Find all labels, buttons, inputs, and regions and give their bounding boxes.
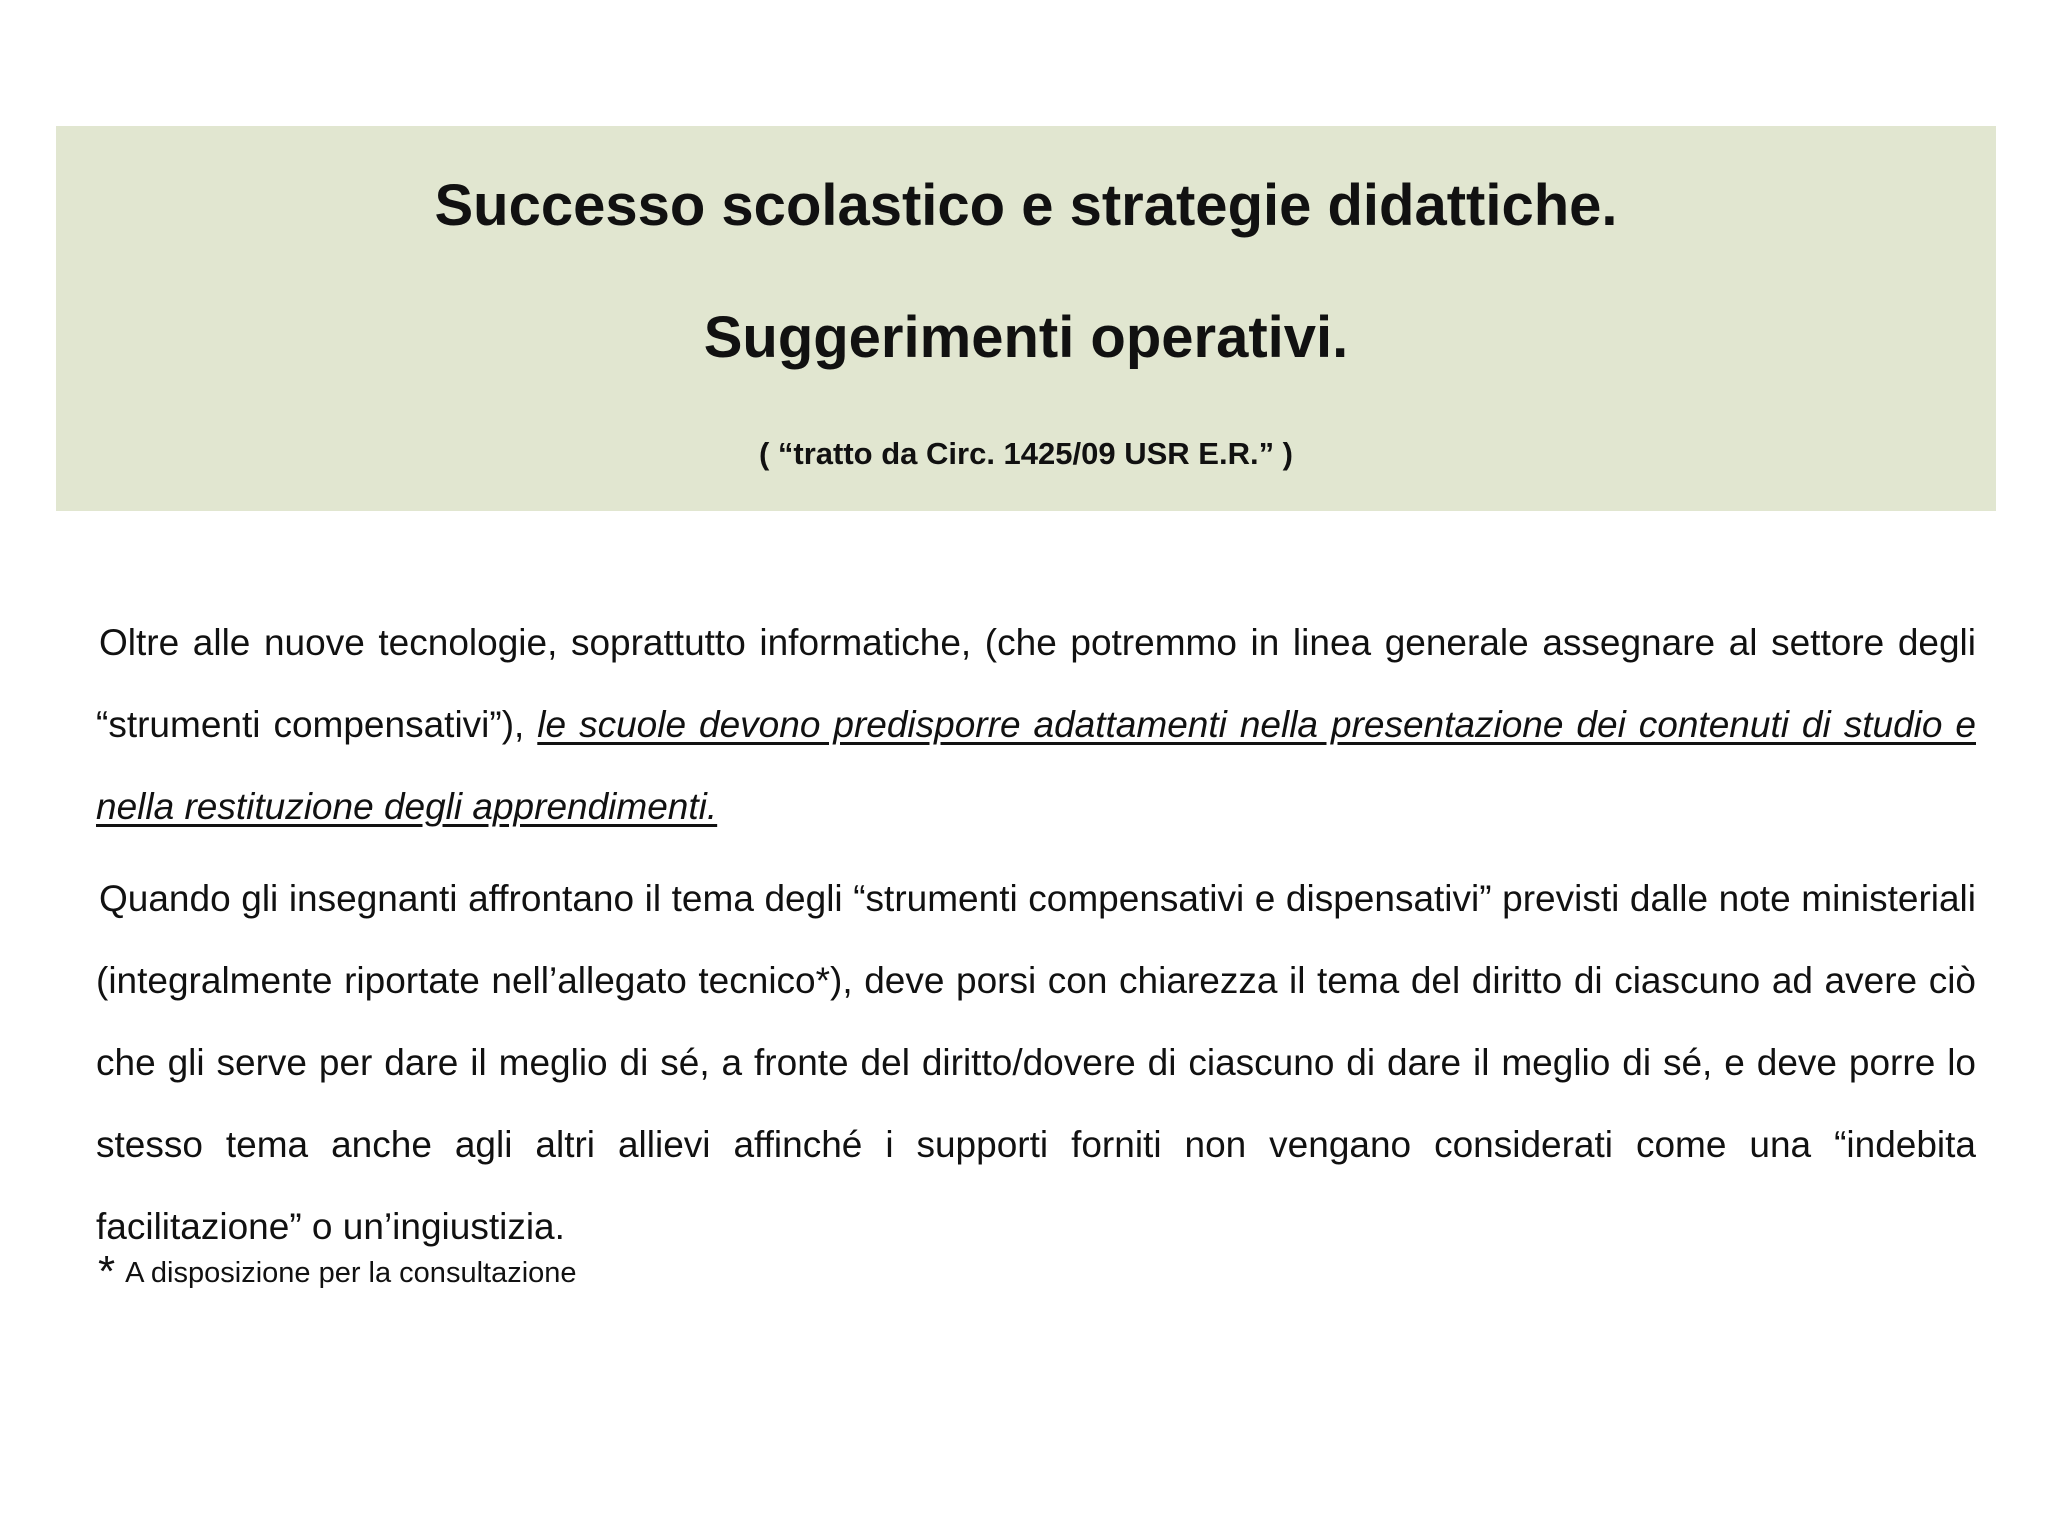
- footnote: [98, 1247, 577, 1296]
- page-title: Successo scolastico e strategie didattiche.: [434, 173, 1618, 238]
- paragraph-intro-text: Oltre alle nuove tecnologie, soprattutto informatiche, (che potremmo in linea generale assegnare al settore degli “strumenti compensativi”),: [96, 622, 1976, 745]
- source-note: ( “tratto da Circ. 1425/09 USR E.R.” ): [758, 436, 1294, 471]
- header-band: [56, 126, 1996, 511]
- footnote-text: A disposizione per la consultazione: [125, 1257, 577, 1289]
- paragraph-tools: [96, 858, 1976, 1268]
- footnote-marker: *: [98, 1247, 116, 1296]
- page-subtitle: Suggerimenti operativi.: [703, 305, 1349, 370]
- paragraph-intro-emphasis: le scuole devono predisporre adattamenti nella presentazione dei contenuti di studio e nella restituzione degli apprendimenti.: [96, 704, 1976, 827]
- paragraph-tools-text: Quando gli insegnanti affrontano il tema degli “strumenti compensativi e dispensativi” previsti dalle note ministeriali (integralmente riportate nell’allegato tecnico*), deve porsi con chiarezza il tema del diritto di ciascuno ad avere ciò che gli serve per dare il meglio di sé, a fronte del diritto/dovere di ciascuno di dare il meglio di sé, e deve porre lo stesso tema anche agli altri allievi affinché i supporti forniti non vengano considerati come una “indebita facilitazione” o un’ingiustizia.: [96, 878, 1976, 1247]
- paragraph-intro: [96, 602, 1976, 848]
